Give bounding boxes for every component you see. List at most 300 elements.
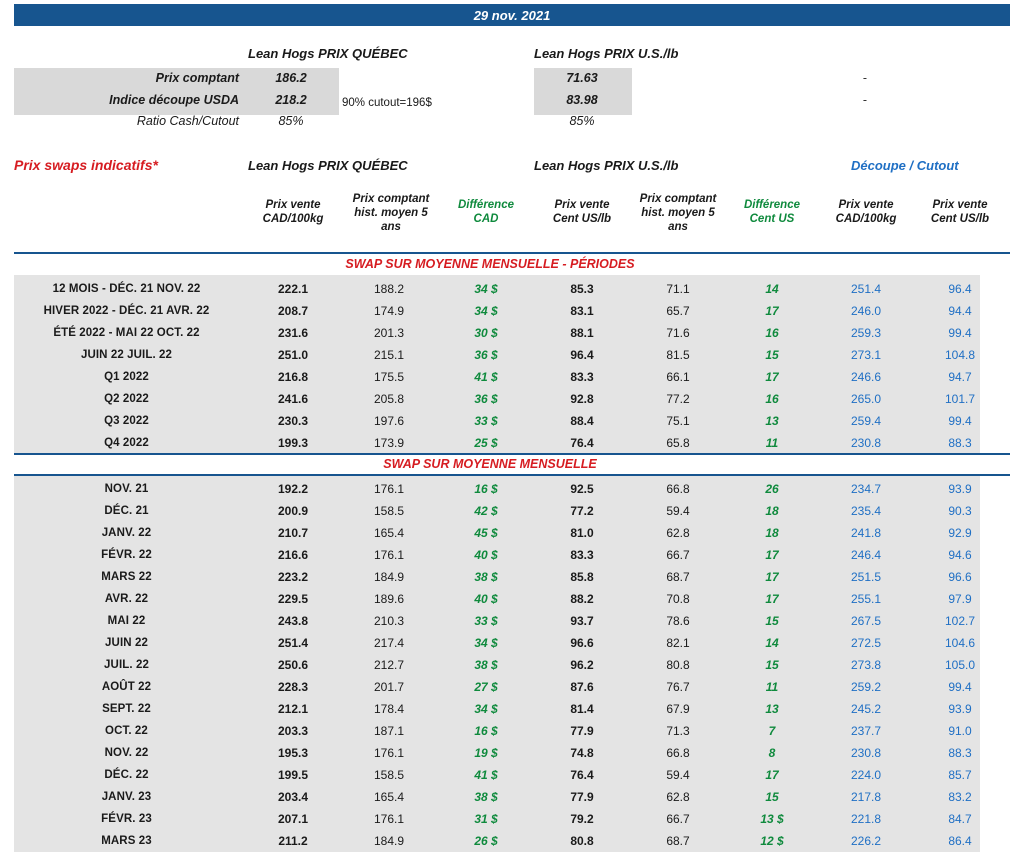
column-header-prix-vente-us: [534, 198, 630, 226]
column-header-line1: Prix comptant: [639, 193, 717, 205]
cell-difference-cad: 40 $: [474, 548, 498, 562]
cell-cutout-us: 93.9: [948, 482, 972, 496]
cell-cutout-us: 92.9: [948, 526, 972, 540]
cell-difference-cad: 27 $: [474, 680, 498, 694]
cell-prix-vente-us: 88.2: [570, 592, 594, 606]
cell-difference-us: 12 $: [760, 834, 784, 848]
summary-title-us: Lean Hogs PRIX U.S./lb: [534, 46, 679, 61]
cell-comptant-us: 80.8: [666, 658, 690, 672]
cell-comptant-us: 65.7: [666, 304, 690, 318]
cell-difference-us: 17: [765, 304, 779, 318]
cell-comptant-cad: 217.4: [373, 636, 405, 650]
column-header-line2: hist. moyen 5: [354, 207, 428, 219]
column-header-comptant-cad: [341, 192, 441, 234]
cell-cutout-us: 96.4: [948, 282, 972, 296]
cell-cutout-cad: 245.2: [850, 702, 882, 716]
cell-cutout-cad: 246.4: [850, 548, 882, 562]
cell-cutout-us: 88.3: [948, 746, 972, 760]
cell-prix-vente-cad: 199.3: [277, 436, 309, 450]
row-label: DÉC. 22: [104, 769, 149, 781]
cell-prix-vente-us: 92.8: [570, 392, 594, 406]
cell-prix-vente-us: 79.2: [570, 812, 594, 826]
cell-difference-cad: 38 $: [474, 790, 498, 804]
cell-prix-vente-cad: 203.4: [277, 790, 309, 804]
cell-cutout-us: 93.9: [948, 702, 972, 716]
cell-difference-cad: 34 $: [474, 282, 498, 296]
cell-prix-vente-cad: 207.1: [277, 812, 309, 826]
table-row[interactable]: [0, 741, 1024, 765]
column-header-line1: Prix vente: [554, 199, 610, 211]
cell-prix-vente-us: 77.9: [570, 790, 594, 804]
cell-difference-us: 15: [765, 348, 779, 362]
cell-difference-us: 15: [765, 658, 779, 672]
row-label: JUIN 22 JUIL. 22: [80, 349, 173, 361]
cell-difference-us: 26: [765, 482, 779, 496]
cell-comptant-us: 68.7: [666, 834, 690, 848]
table-row[interactable]: [0, 653, 1024, 677]
summary-value-us-1: 83.98: [566, 93, 598, 107]
cell-cutout-cad: 235.4: [850, 504, 882, 518]
column-header-line1: Prix vente: [838, 199, 894, 211]
cell-cutout-cad: 230.8: [850, 436, 882, 450]
cell-cutout-cad: 273.1: [850, 348, 882, 362]
cell-comptant-us: 67.9: [666, 702, 690, 716]
cell-cutout-cad: 251.4: [850, 282, 882, 296]
cell-prix-vente-us: 81.0: [570, 526, 594, 540]
cell-difference-us: 7: [768, 724, 776, 738]
column-header-line1: Prix vente: [932, 199, 988, 211]
cell-prix-vente-cad: 200.9: [277, 504, 309, 518]
summary-value-qc-0: 186.2: [275, 71, 307, 85]
cell-difference-cad: 40 $: [474, 592, 498, 606]
column-header-line1: Prix vente: [265, 199, 321, 211]
cell-prix-vente-us: 85.8: [570, 570, 594, 584]
cell-prix-vente-us: 77.9: [570, 724, 594, 738]
row-label: JANV. 23: [101, 791, 152, 803]
cell-comptant-us: 62.8: [666, 526, 690, 540]
cell-comptant-cad: 173.9: [373, 436, 405, 450]
cell-difference-cad: 19 $: [474, 746, 498, 760]
cell-comptant-us: 71.3: [666, 724, 690, 738]
cell-difference-cad: 16 $: [474, 724, 498, 738]
section-title-us: Lean Hogs PRIX U.S./lb: [534, 158, 679, 173]
column-header-line2: hist. moyen 5: [641, 207, 715, 219]
column-header-line2: Cent US/lb: [930, 213, 990, 225]
row-label: JUIL. 22: [104, 659, 149, 671]
cell-difference-cad: 25 $: [474, 436, 498, 450]
column-header-line1: Différence: [743, 199, 801, 211]
table-row[interactable]: [0, 807, 1024, 831]
cell-comptant-us: 68.7: [666, 570, 690, 584]
table-row[interactable]: [0, 543, 1024, 567]
cell-cutout-us: 94.6: [948, 548, 972, 562]
column-header-line2: Cent US/lb: [552, 213, 612, 225]
cell-cutout-us: 102.7: [944, 614, 976, 628]
cell-prix-vente-cad: 208.7: [277, 304, 309, 318]
cell-difference-cad: 45 $: [474, 526, 498, 540]
cell-cutout-us: 104.8: [944, 348, 976, 362]
cell-difference-cad: 38 $: [474, 658, 498, 672]
summary-title-quebec: Lean Hogs PRIX QUÉBEC: [248, 46, 408, 61]
cell-cutout-us: 101.7: [944, 392, 976, 406]
cell-difference-us: 14: [765, 636, 779, 650]
cell-difference-us: 13: [765, 414, 779, 428]
cell-prix-vente-cad: 251.4: [277, 636, 309, 650]
cell-comptant-us: 81.5: [666, 348, 690, 362]
cell-cutout-us: 85.7: [948, 768, 972, 782]
cell-cutout-us: 94.7: [948, 370, 972, 384]
row-label: MARS 23: [101, 835, 152, 847]
cell-comptant-us: 71.1: [666, 282, 690, 296]
cell-cutout-cad: 237.7: [850, 724, 882, 738]
table-row[interactable]: [0, 565, 1024, 589]
cell-comptant-us: 65.8: [666, 436, 690, 450]
row-label: ÉTÉ 2022 - MAI 22 OCT. 22: [53, 327, 200, 339]
cell-cutout-cad: 273.8: [850, 658, 882, 672]
cell-cutout-cad: 272.5: [850, 636, 882, 650]
cell-cutout-us: 84.7: [948, 812, 972, 826]
table-row[interactable]: [0, 587, 1024, 611]
cell-difference-us: 17: [765, 768, 779, 782]
cell-cutout-cad: 246.0: [850, 304, 882, 318]
cell-prix-vente-us: 81.4: [570, 702, 594, 716]
cell-prix-vente-us: 88.4: [570, 414, 594, 428]
cell-difference-cad: 31 $: [474, 812, 498, 826]
cell-comptant-us: 66.1: [666, 370, 690, 384]
row-label: JANV. 22: [101, 527, 152, 539]
cell-cutout-us: 99.4: [948, 414, 972, 428]
cell-cutout-us: 97.9: [948, 592, 972, 606]
block2-title: SWAP SUR MOYENNE MENSUELLE: [383, 457, 597, 471]
date-header-text: 29 nov. 2021: [14, 4, 1010, 26]
cell-comptant-cad: 212.7: [373, 658, 405, 672]
cell-comptant-cad: 174.9: [373, 304, 405, 318]
column-header-cutout-us: [912, 198, 1008, 226]
row-label: HIVER 2022 - DÉC. 21 AVR. 22: [43, 305, 210, 317]
cell-comptant-cad: 158.5: [373, 504, 405, 518]
cell-comptant-us: 75.1: [666, 414, 690, 428]
cell-difference-cad: 36 $: [474, 392, 498, 406]
column-header-line3: ans: [381, 221, 401, 233]
date-header-bar: [14, 4, 1010, 26]
section-title-quebec: Lean Hogs PRIX QUÉBEC: [248, 158, 408, 173]
cell-prix-vente-us: 83.3: [570, 370, 594, 384]
row-label: NOV. 21: [104, 483, 149, 495]
cell-comptant-cad: 176.1: [373, 548, 405, 562]
cell-difference-us: 11: [765, 436, 779, 450]
row-label: 12 MOIS - DÉC. 21 NOV. 22: [52, 283, 201, 295]
table-row[interactable]: [0, 675, 1024, 699]
cell-prix-vente-cad: 192.2: [277, 482, 309, 496]
summary-value-us-0: 71.63: [566, 71, 598, 85]
cell-comptant-cad: 176.1: [373, 746, 405, 760]
cell-prix-vente-cad: 222.1: [277, 282, 309, 296]
cell-comptant-cad: 165.4: [373, 790, 405, 804]
cell-cutout-us: 96.6: [948, 570, 972, 584]
cell-comptant-cad: 210.3: [373, 614, 405, 628]
cell-prix-vente-us: 96.6: [570, 636, 594, 650]
table-row[interactable]: [0, 631, 1024, 655]
cell-difference-cad: 38 $: [474, 570, 498, 584]
table-row[interactable]: [0, 409, 1024, 433]
summary-titles: [0, 46, 1024, 66]
column-header-difference-us: [729, 198, 815, 226]
cell-difference-cad: 33 $: [474, 414, 498, 428]
cell-cutout-us: 83.2: [948, 790, 972, 804]
cell-cutout-us: 90.3: [948, 504, 972, 518]
cell-difference-cad: 42 $: [474, 504, 498, 518]
row-label: FÉVR. 23: [101, 813, 152, 825]
block1-title: SWAP SUR MOYENNE MENSUELLE - PÉRIODES: [345, 257, 635, 271]
cell-difference-cad: 41 $: [474, 768, 498, 782]
cell-cutout-cad: 265.0: [850, 392, 882, 406]
cell-comptant-us: 70.8: [666, 592, 690, 606]
cell-difference-cad: 34 $: [474, 636, 498, 650]
cell-prix-vente-us: 77.2: [570, 504, 594, 518]
column-header-cutout-cad: [818, 198, 914, 226]
row-label: MAI 22: [107, 615, 146, 627]
section-title-cutout: Découpe / Cutout: [851, 158, 959, 173]
cell-cutout-us: 99.4: [948, 326, 972, 340]
cell-cutout-us: 94.4: [948, 304, 972, 318]
cell-comptant-cad: 215.1: [373, 348, 405, 362]
cell-prix-vente-us: 76.4: [570, 768, 594, 782]
column-header-line2: Cent US: [749, 213, 795, 225]
cell-comptant-us: 82.1: [666, 636, 690, 650]
cell-cutout-cad: 230.8: [850, 746, 882, 760]
cell-comptant-cad: 188.2: [373, 282, 405, 296]
cell-prix-vente-cad: 195.3: [277, 746, 309, 760]
cell-cutout-us: 91.0: [948, 724, 972, 738]
cell-comptant-cad: 187.1: [373, 724, 405, 738]
table-row[interactable]: [0, 431, 1024, 455]
cell-prix-vente-cad: 211.2: [278, 834, 308, 848]
cell-comptant-cad: 158.5: [373, 768, 405, 782]
table-row[interactable]: [0, 609, 1024, 633]
table-row[interactable]: [0, 387, 1024, 411]
summary-value-us-2: 85%: [569, 114, 595, 128]
cell-comptant-cad: 205.8: [373, 392, 405, 406]
cell-difference-us: 11: [765, 680, 779, 694]
cell-cutout-cad: 241.8: [850, 526, 882, 540]
cell-difference-cad: 16 $: [474, 482, 498, 496]
column-header-line2: CAD: [473, 213, 499, 225]
row-label: DÉC. 21: [104, 505, 149, 517]
column-header-line3: ans: [668, 221, 688, 233]
cell-comptant-cad: 197.6: [373, 414, 405, 428]
summary-value-qc-2: 85%: [278, 114, 304, 128]
cell-comptant-cad: 176.1: [373, 812, 405, 826]
cell-comptant-us: 66.7: [666, 812, 690, 826]
table-row[interactable]: [0, 343, 1024, 367]
cell-prix-vente-cad: 243.8: [277, 614, 309, 628]
cell-difference-us: 17: [765, 548, 779, 562]
cell-prix-vente-us: 88.1: [570, 326, 594, 340]
cell-difference-cad: 34 $: [474, 304, 498, 318]
cell-comptant-cad: 201.7: [373, 680, 405, 694]
cell-prix-vente-us: 76.4: [570, 436, 594, 450]
cell-difference-us: 13: [765, 702, 779, 716]
row-label: Q3 2022: [104, 415, 149, 427]
table-row[interactable]: [0, 365, 1024, 389]
cell-cutout-cad: 224.0: [850, 768, 882, 782]
cell-comptant-us: 78.6: [666, 614, 690, 628]
cell-difference-cad: 41 $: [474, 370, 498, 384]
column-header-line1: Différence: [457, 199, 515, 211]
column-header-difference-cad: [443, 198, 529, 226]
row-label: FÉVR. 22: [101, 549, 152, 561]
cell-comptant-cad: 184.9: [373, 570, 405, 584]
summary-value-cutout-1: -: [862, 93, 868, 107]
divider-top-block2: [14, 453, 1010, 455]
row-label: JUIN 22: [105, 637, 148, 649]
cell-prix-vente-us: 80.8: [570, 834, 594, 848]
cell-difference-us: 17: [765, 370, 779, 384]
cell-comptant-us: 76.7: [666, 680, 690, 694]
cell-cutout-us: 88.3: [948, 436, 972, 450]
cell-prix-vente-us: 74.8: [570, 746, 594, 760]
cell-cutout-cad: 217.8: [850, 790, 882, 804]
table-row[interactable]: [0, 719, 1024, 743]
cell-prix-vente-us: 83.1: [570, 304, 594, 318]
cell-difference-us: 15: [765, 790, 779, 804]
cell-difference-cad: 34 $: [474, 702, 498, 716]
swaps-section-label: Prix swaps indicatifs*: [14, 157, 158, 173]
column-header-line2: CAD/100kg: [835, 213, 897, 225]
summary-row-label-0: Prix comptant: [155, 71, 239, 85]
cell-comptant-us: 59.4: [666, 504, 690, 518]
cell-difference-us: 15: [765, 614, 779, 628]
cell-difference-us: 18: [765, 526, 779, 540]
table-row[interactable]: [0, 321, 1024, 345]
cell-cutout-cad: 255.1: [850, 592, 882, 606]
cell-cutout-cad: 259.4: [850, 414, 882, 428]
row-label: MARS 22: [101, 571, 152, 583]
cell-prix-vente-cad: 228.3: [277, 680, 309, 694]
cell-prix-vente-cad: 199.5: [277, 768, 309, 782]
row-label: Q4 2022: [104, 437, 149, 449]
cell-prix-vente-us: 87.6: [570, 680, 594, 694]
cell-prix-vente-us: 85.3: [570, 282, 594, 296]
cell-cutout-cad: 234.7: [850, 482, 882, 496]
cell-cutout-cad: 267.5: [850, 614, 882, 628]
cell-cutout-cad: 251.5: [850, 570, 882, 584]
summary-row-label-1: Indice découpe USDA: [109, 93, 239, 107]
cell-prix-vente-cad: 241.6: [277, 392, 309, 406]
cell-difference-us: 8: [768, 746, 776, 760]
cell-difference-cad: 36 $: [474, 348, 498, 362]
row-label: OCT. 22: [105, 725, 148, 737]
row-label: NOV. 22: [104, 747, 149, 759]
cell-prix-vente-cad: 212.1: [277, 702, 309, 716]
cutout-note: 90% cutout=196$: [342, 97, 432, 109]
cell-cutout-us: 105.0: [944, 658, 976, 672]
cell-difference-cad: 30 $: [474, 326, 498, 340]
cell-prix-vente-cad: 203.3: [277, 724, 309, 738]
cell-difference-cad: 33 $: [474, 614, 498, 628]
cell-comptant-cad: 165.4: [373, 526, 405, 540]
column-header-comptant-us: [628, 192, 728, 234]
cell-comptant-us: 66.7: [666, 548, 690, 562]
table-row[interactable]: [0, 785, 1024, 809]
cell-cutout-cad: 221.8: [850, 812, 882, 826]
cell-prix-vente-cad: 251.0: [277, 348, 309, 362]
cell-prix-vente-cad: 216.6: [277, 548, 309, 562]
cell-difference-cad: 26 $: [474, 834, 498, 848]
cell-prix-vente-us: 92.5: [570, 482, 594, 496]
cell-cutout-cad: 246.6: [850, 370, 882, 384]
cell-prix-vente-cad: 216.8: [277, 370, 309, 384]
cell-comptant-us: 62.8: [666, 790, 690, 804]
summary-value-cutout-0: -: [862, 71, 868, 85]
cell-difference-us: 13 $: [760, 812, 784, 826]
table-row[interactable]: [0, 277, 1024, 301]
cell-comptant-cad: 184.9: [373, 834, 405, 848]
row-label: AOÛT 22: [101, 681, 152, 693]
cell-cutout-cad: 259.3: [850, 326, 882, 340]
cell-prix-vente-us: 93.7: [570, 614, 594, 628]
cell-difference-us: 17: [765, 570, 779, 584]
column-header-line2: CAD/100kg: [262, 213, 324, 225]
cell-difference-us: 14: [765, 282, 779, 296]
column-header-prix-vente-cad: [245, 198, 341, 226]
cell-comptant-cad: 176.1: [373, 482, 405, 496]
cell-prix-vente-us: 96.2: [570, 658, 594, 672]
cell-comptant-us: 77.2: [666, 392, 690, 406]
cell-cutout-us: 99.4: [948, 680, 972, 694]
summary-value-qc-1: 218.2: [275, 93, 307, 107]
cell-comptant-cad: 201.3: [373, 326, 405, 340]
cell-comptant-us: 66.8: [666, 746, 690, 760]
table-row[interactable]: [0, 521, 1024, 545]
cell-difference-us: 17: [765, 592, 779, 606]
row-label: AVR. 22: [104, 593, 149, 605]
row-label: SEPT. 22: [102, 703, 151, 715]
cell-prix-vente-cad: 229.5: [277, 592, 309, 606]
column-header-line1: Prix comptant: [352, 193, 430, 205]
cell-difference-us: 16: [765, 326, 779, 340]
cell-comptant-us: 59.4: [666, 768, 690, 782]
table-row[interactable]: [0, 829, 1024, 853]
cell-difference-us: 16: [765, 392, 779, 406]
cell-cutout-us: 104.6: [944, 636, 976, 650]
table-row[interactable]: [0, 697, 1024, 721]
row-label: Q2 2022: [104, 393, 149, 405]
cell-comptant-cad: 178.4: [373, 702, 405, 716]
cell-prix-vente-us: 96.4: [570, 348, 594, 362]
cell-prix-vente-cad: 210.7: [277, 526, 309, 540]
table-row[interactable]: [0, 499, 1024, 523]
cell-difference-us: 18: [765, 504, 779, 518]
summary-row-label-2: Ratio Cash/Cutout: [136, 114, 239, 128]
cell-prix-vente-cad: 250.6: [277, 658, 309, 672]
cell-comptant-cad: 189.6: [373, 592, 405, 606]
cell-prix-vente-cad: 230.3: [277, 414, 309, 428]
cell-prix-vente-cad: 231.6: [277, 326, 309, 340]
table-row[interactable]: [0, 299, 1024, 323]
table-row[interactable]: [0, 763, 1024, 787]
row-label: Q1 2022: [104, 371, 149, 383]
cell-cutout-cad: 226.2: [850, 834, 882, 848]
divider-top-block1: [14, 252, 1010, 254]
cell-prix-vente-us: 83.3: [570, 548, 594, 562]
cell-cutout-cad: 259.2: [850, 680, 882, 694]
cell-prix-vente-cad: 223.2: [277, 570, 309, 584]
cell-comptant-cad: 175.5: [373, 370, 405, 384]
table-row[interactable]: [0, 477, 1024, 501]
cell-comptant-us: 71.6: [666, 326, 690, 340]
cell-cutout-us: 86.4: [948, 834, 972, 848]
